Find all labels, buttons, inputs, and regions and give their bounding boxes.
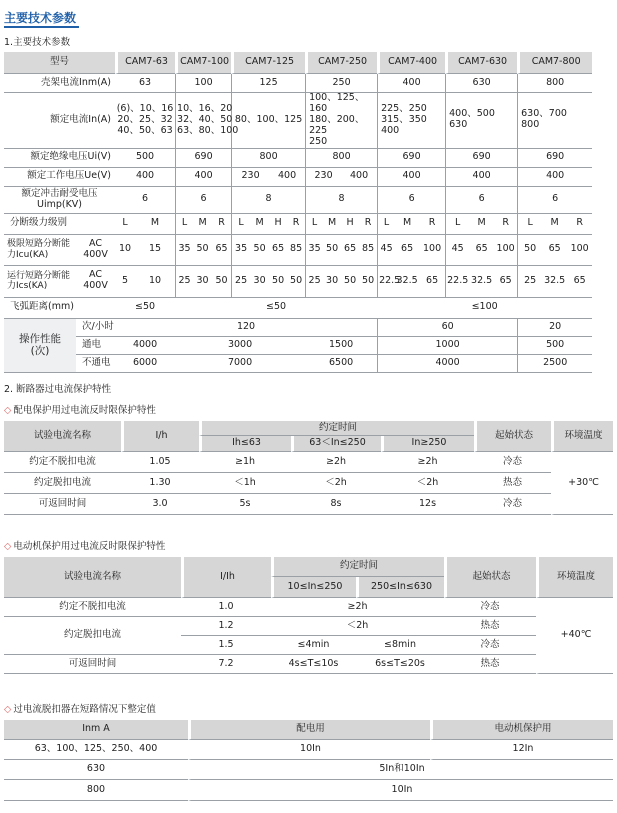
ue-value: 230 [231,168,269,187]
icu-value: 100 [567,235,592,266]
cell: 7.2 [181,655,271,674]
icu-value: 65 [212,235,231,266]
header-time-range: 250≤In≤630 [356,577,444,598]
diamond-icon: ◇ [4,704,12,715]
uimp-value: 6 [377,187,445,214]
in-row [4,93,617,149]
inm-value: 250 [305,74,377,93]
ics-ac-label: AC 400V [76,266,115,298]
ui-value: 690 [175,149,231,168]
ui-row [4,149,617,168]
cell: 12In [430,740,613,760]
icu-value: 35 [305,235,323,266]
table-row [4,598,613,617]
ui-value: 800 [231,149,305,168]
op-on-value: 1000 [377,337,517,355]
inm-value: 63 [115,74,175,93]
model-label: 型号 [4,52,115,74]
icu-label: 极限短路分断能 力Icu(KA) [4,235,76,266]
op-rate-row [4,319,617,337]
grade-cell: R [212,214,231,235]
uimp-value: 8 [231,187,305,214]
diamond-icon: ◇ [4,541,12,552]
in-value-100: 10、16、20 32、40、50 63、80、100 [175,93,231,149]
arc-value: ≤100 [377,298,592,319]
grade-cell: L [175,214,193,235]
header-initial-state: 起始状态 [444,557,536,598]
ics-value: 50 [359,266,377,298]
header-time-range: 63＜In≤250 [291,436,381,452]
grade-cell: M [395,214,419,235]
op-on-value: 1500 [305,337,377,355]
cell: 冷态 [444,598,536,617]
header-initial-state: 起始状态 [474,421,551,452]
inm-row [4,74,617,93]
ics-label: 运行短路分断能 力Ics(KA) [4,266,76,298]
ics-value: 25 [517,266,542,298]
cell: ≥1h [199,452,291,473]
ics-value: 10 [135,266,175,298]
ics-value: 25 [175,266,193,298]
uimp-value: 6 [517,187,592,214]
grade-cell: L [115,214,135,235]
ambient-temp-value: +30℃ [551,452,613,515]
cell: 800 [4,780,188,801]
cell: 热态 [444,617,536,636]
grade-cell: L [445,214,469,235]
in-value-125: 80、100、125 [231,93,305,149]
grade-cell: R [359,214,377,235]
subheading-short-circuit: ◇ 过电流脱扣器在短路情况下整定值 [4,704,156,715]
in-value-63: (6)、10、16 20、25、32 40、50、63 [115,93,175,149]
ue-row [4,168,617,187]
cell: 1.0 [181,598,271,617]
cell: 10In [188,740,430,760]
ics-value: 50 [269,266,287,298]
in-label: 额定电流In(A) [4,93,115,149]
table-row [4,473,613,494]
cell: ＜2h [271,617,444,636]
cell: ≥2h [291,452,381,473]
op-rate-value: 20 [517,319,592,337]
ui-value: 500 [115,149,175,168]
cell: ≥2h [271,598,444,617]
icu-value: 35 [231,235,250,266]
cell: 约定不脱扣电流 [4,598,181,617]
cell: 63、100、125、250、400 [4,740,188,760]
table-row [4,780,613,801]
header-test-current: 试验电流名称 [4,421,121,452]
ics-value: 30 [323,266,341,298]
ics-value: 65 [567,266,592,298]
cell: 约定脱扣电流 [4,617,181,655]
op-off-row [4,355,617,373]
table-row [4,452,613,473]
ue-value: 400 [377,168,445,187]
ics-value: 50 [341,266,359,298]
ics-value: 32.5 [469,266,494,298]
ics-value: 5 [115,266,135,298]
ics-value: 32.5 [542,266,567,298]
model-row [4,52,617,74]
grade-cell: M [250,214,269,235]
icu-value: 50 [193,235,212,266]
header-ratio: I/Ih [181,557,271,598]
cell: 4s≤T≤10s [271,655,356,674]
header-agreed-time: 约定时间 [271,557,444,577]
ui-value: 690 [445,149,517,168]
page-title: 主要技术参数 [4,11,77,25]
ue-value: 230 [305,168,341,187]
icu-value: 15 [135,235,175,266]
header-inm: Inm A [4,720,188,740]
arc-row [4,298,617,319]
model-cam7-63: CAM7-63 [115,52,175,74]
ics-value: 25 [305,266,323,298]
ics-value: 32.5 [395,266,419,298]
grade-cell: L [231,214,250,235]
cell: 冷态 [444,636,536,655]
in-value-800: 630、700 800 [517,93,592,149]
icu-value: 50 [517,235,542,266]
distribution-protection-table [4,421,613,515]
icu-value: 50 [323,235,341,266]
in-value-250: 100、125、160 180、200、225 250 [305,93,377,149]
grade-cell: M [193,214,212,235]
table-row [4,494,613,515]
grade-cell: R [567,214,592,235]
header-ambient-temp: 环境温度 [551,421,613,452]
op-rate-label: 次/小时 [76,319,115,337]
grade-row [4,214,617,235]
icu-value: 100 [419,235,445,266]
ics-value: 50 [212,266,231,298]
ui-value: 800 [305,149,377,168]
ue-value: 400 [115,168,175,187]
op-on-value: 4000 [115,337,175,355]
cell: 1.5 [181,636,271,655]
section-1-heading: 1.主要技术参数 [4,37,71,48]
title-underline [4,26,79,28]
grade-cell: R [494,214,517,235]
icu-value: 65 [269,235,287,266]
cell: ＜2h [291,473,381,494]
grade-cell: L [517,214,542,235]
ui-value: 690 [517,149,592,168]
uimp-row [4,187,617,214]
cell: 冷态 [474,452,551,473]
op-rate-value: 60 [377,319,517,337]
grade-cell: L [377,214,395,235]
op-on-value: 500 [517,337,592,355]
inm-value: 125 [231,74,305,93]
cell: 5s [199,494,291,515]
header-ratio: I/h [121,421,199,452]
inm-value: 400 [377,74,445,93]
icu-value: 100 [494,235,517,266]
icu-value: 10 [115,235,135,266]
op-rate-value: 120 [115,319,377,337]
grade-cell: R [287,214,305,235]
header-distribution: 配电用 [188,720,430,740]
cell: 热态 [444,655,536,674]
ambient-temp-value: +40℃ [536,598,613,674]
ue-value: 400 [445,168,517,187]
icu-value: 65 [542,235,567,266]
op-off-label: 不通电 [76,355,115,373]
model-cam7-800: CAM7-800 [517,52,592,74]
grade-cell: H [269,214,287,235]
table-row [4,617,613,636]
icu-value: 45 [377,235,395,266]
cell: ≤4min [271,636,356,655]
uimp-label: 额定冲击耐受电压 Uimp(KV) [4,187,115,214]
icu-value: 65 [341,235,359,266]
ue-value: 400 [175,168,231,187]
header-test-current: 试验电流名称 [4,557,181,598]
uimp-value: 6 [175,187,231,214]
icu-value: 85 [359,235,377,266]
grade-cell: M [542,214,567,235]
op-off-value: 6000 [115,355,175,373]
table-row [4,740,613,760]
arc-value: ≤50 [115,298,175,319]
cell: 约定脱扣电流 [4,473,121,494]
icu-ac-label: AC 400V [76,235,115,266]
header-time-range: In≥250 [381,436,474,452]
subheading-distribution: ◇ 配电保护用过电流反时限保护特性 [4,405,156,416]
model-cam7-630: CAM7-630 [445,52,517,74]
ics-value: 30 [193,266,212,298]
cell: 12s [381,494,474,515]
icu-value: 65 [469,235,494,266]
cell: 热态 [474,473,551,494]
cell: 3.0 [121,494,199,515]
table-row [4,655,613,674]
ics-value: 65 [494,266,517,298]
cell: 1.05 [121,452,199,473]
inm-value: 800 [517,74,592,93]
ics-value: 30 [250,266,269,298]
motor-protection-table [4,557,613,674]
cell: 可返回时间 [4,494,121,515]
ui-value: 690 [377,149,445,168]
cell: 冷态 [474,494,551,515]
cell: 630 [4,760,188,780]
grade-cell: H [341,214,359,235]
ue-value: 400 [341,168,377,187]
grade-label: 分断级力级别 [4,214,115,235]
uimp-value: 8 [305,187,377,214]
main-parameters-table [4,52,617,373]
grade-cell: R [419,214,445,235]
inm-value: 100 [175,74,231,93]
ics-value: 65 [419,266,445,298]
icu-value: 85 [287,235,305,266]
arc-label: 飞弧距离(mm) [4,298,115,319]
op-on-label: 通电 [76,337,115,355]
cell: 10In [188,780,613,801]
ics-row [4,266,617,298]
model-cam7-250: CAM7-250 [305,52,377,74]
icu-value: 50 [250,235,269,266]
cell: 1.30 [121,473,199,494]
arc-value: ≤50 [175,298,377,319]
inm-value: 630 [445,74,517,93]
op-off-value: 7000 [175,355,305,373]
grade-cell: M [469,214,494,235]
diamond-icon: ◇ [4,405,12,416]
in-value-630: 400、500 630 [445,93,517,149]
op-on-row [4,337,617,355]
model-cam7-125: CAM7-125 [231,52,305,74]
ui-label: 额定绝缘电压Ui(V) [4,149,115,168]
cell: 8s [291,494,381,515]
op-off-value: 2500 [517,355,592,373]
short-circuit-setting-table [4,720,613,801]
cell: 6s≤T≤20s [356,655,444,674]
cell: 1.2 [181,617,271,636]
cell: 5In和10In [188,760,613,780]
in-value-400: 225、250 315、350 400 [377,93,445,149]
op-label: 操作性能 (次) [4,319,76,373]
cell: ＜1h [199,473,291,494]
section-2-heading: 2. 断路器过电流保护特性 [4,384,112,395]
ue-value: 400 [269,168,305,187]
header-agreed-time: 约定时间 [199,421,474,436]
model-cam7-400: CAM7-400 [377,52,445,74]
grade-cell: M [323,214,341,235]
grade-cell: L [305,214,323,235]
uimp-value: 6 [115,187,175,214]
ics-value: 50 [287,266,305,298]
cell: ≤8min [356,636,444,655]
cell: 可返回时间 [4,655,181,674]
inm-label: 壳架电流Inm(A) [4,74,115,93]
cell: ≥2h [381,452,474,473]
header-ambient-temp: 环境温度 [536,557,613,598]
op-off-value: 4000 [377,355,517,373]
icu-value: 65 [395,235,419,266]
subheading-motor: ◇ 电动机保护用过电流反时限保护特性 [4,541,166,552]
model-cam7-100: CAM7-100 [175,52,231,74]
ics-value: 25 [231,266,250,298]
op-on-value: 3000 [175,337,305,355]
uimp-value: 6 [445,187,517,214]
op-off-value: 6500 [305,355,377,373]
ue-value: 400 [517,168,592,187]
ics-value: 22.5 [445,266,469,298]
cell: 约定不脱扣电流 [4,452,121,473]
header-time-range: 10≤In≤250 [271,577,356,598]
icu-value: 45 [445,235,469,266]
header-motor: 电动机保护用 [430,720,613,740]
icu-row [4,235,617,266]
icu-value: 35 [175,235,193,266]
ue-label: 额定工作电压Ue(V) [4,168,115,187]
table-row [4,760,613,780]
header-time-range: Ih≤63 [199,436,291,452]
cell: ＜2h [381,473,474,494]
grade-cell: M [135,214,175,235]
ics-value: 22.5 [377,266,395,298]
